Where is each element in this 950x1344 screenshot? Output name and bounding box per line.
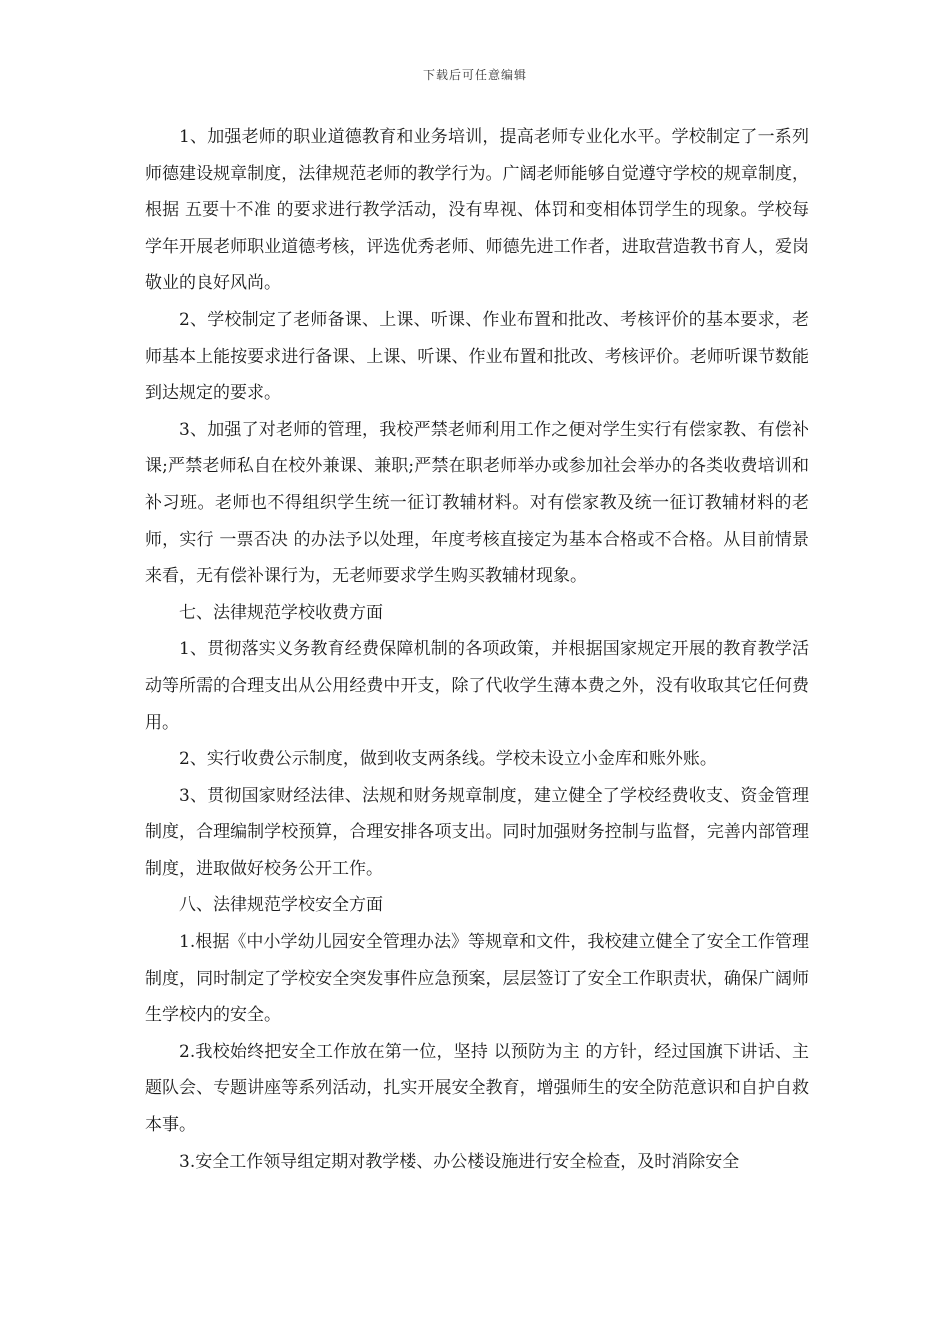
paragraph: 1.根据《中小学幼儿园安全管理办法》等规章和文件，我校建立健全了安全工作管理制度，同时制定了学校安全突发事件应急预案，层层签订了安全工作职责状，确保广阔师生学校内的安全。 <box>145 932 809 1026</box>
paragraph: 2、实行收费公示制度，做到收支两条线。学校未设立小金库和账外账。 <box>179 749 717 770</box>
paragraph: 3、贯彻国家财经法律、法规和财务规章制度，建立健全了学校经费收支、资金管理制度，合理编制学校预算，合理安排各项支出。同时加强财务控制与监督，完善内部管理制度，进取做好校务公开工作。 <box>145 785 809 879</box>
section-heading: 七、法律规范学校收费方面 <box>179 602 383 623</box>
paragraph: 2、学校制定了老师备课、上课、听课、作业布置和批改、考核评价的基本要求，老师基本上能按要求进行备课、上课、听课、作业布置和批改、考核评价。老师听课节数能到达规定的要求。 <box>145 309 809 404</box>
paragraph: 1、加强老师的职业道德教育和业务培训，提高老师专业化水平。学校制定了一系列师德建设规章制度，法律规范老师的教学行为。广阔老师能够自觉遵守学校的规章制度，根据 五要十不准 的要求进行教学活动，没有卑视、体罚和变相体罚学生的现象。学校每学年开展老师职业道德考核，评选优秀老师、师德先进工作者，进取营造教书育人，爱岗敬业的良好风尚。 <box>145 127 809 294</box>
section-heading: 八、法律规范学校安全方面 <box>179 895 383 916</box>
page-header-note: 下载后可任意编辑 <box>422 68 527 82</box>
document-body <box>145 119 809 1180</box>
paragraph: 1、贯彻落实义务教育经费保障机制的各项政策，并根据国家规定开展的教育教学活动等所需的合理支出从公用经费中开支，除了代收学生薄本费之外，没有收取其它任何费用。 <box>145 639 809 733</box>
paragraph: 2.我校始终把安全工作放在第一位，坚持 以预防为主 的方针，经过国旗下讲话、主题队会、专题讲座等系列活动，扎实开展安全教育，增强师生的安全防范意识和自护自救本事。 <box>145 1041 809 1136</box>
paragraph: 3.安全工作领导组定期对教学楼、办公楼设施进行安全检查，及时消除安全 <box>179 1151 740 1172</box>
paragraph: 3、加强了对老师的管理，我校严禁老师利用工作之便对学生实行有偿家教、有偿补课;严禁老师私自在校外兼课、兼职;严禁在职老师举办或参加社会举办的各类收费培训和补习班。老师也不得组织学生统一征订教辅材料。对有偿家教及统一征订教辅材料的老师，实行 一票否决 的办法予以处理，年度考核直接定为基本合格或不合格。从目前情景来看，无有偿补课行为，无老师要求学生购买教辅材现象。 <box>145 419 809 587</box>
